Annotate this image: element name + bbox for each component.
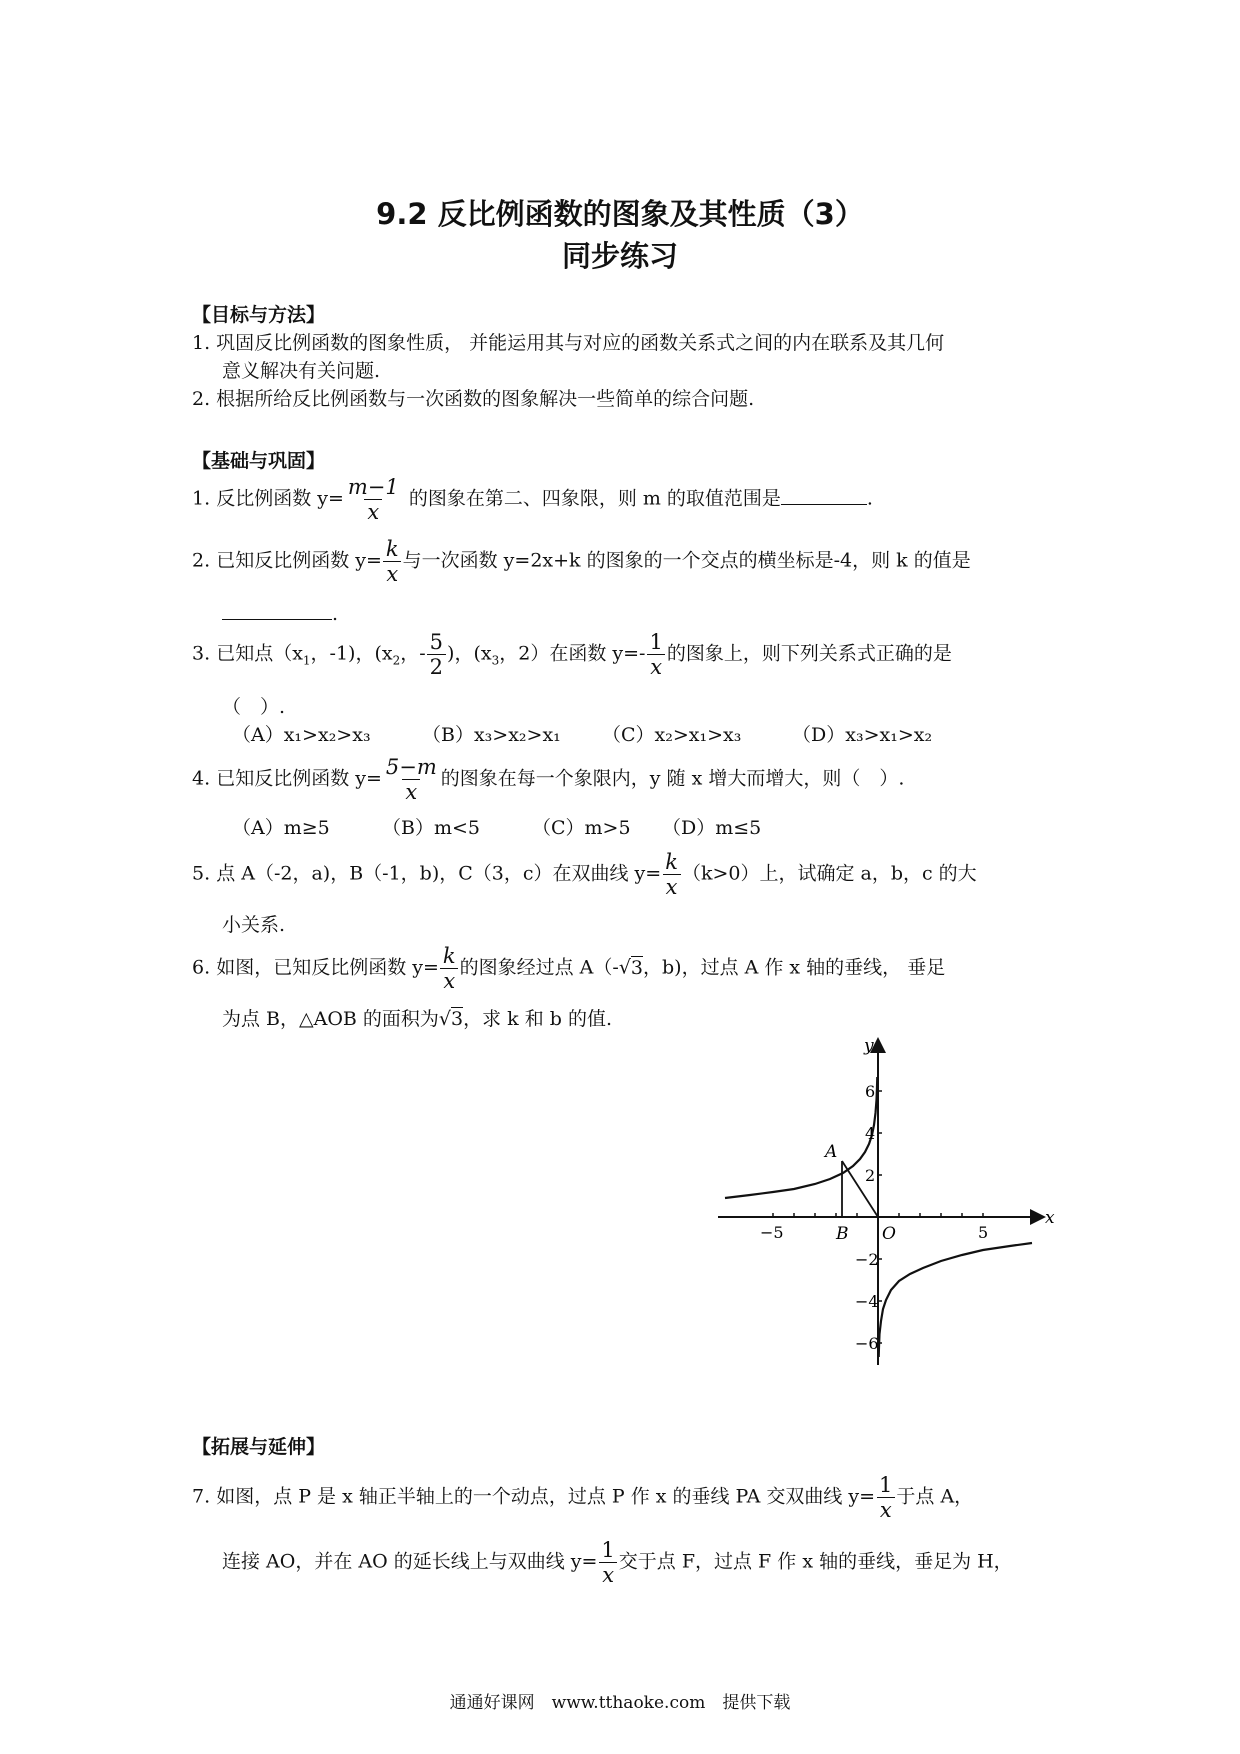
fraction-1-over-x: $\frac{1}{x}$ [646, 630, 665, 679]
section-extension-heading: 【拓展与延伸】 [192, 1436, 326, 1458]
fraction-1-over-x: $\frac{1}{x}$ [876, 1473, 895, 1522]
goal-1-continued: 意义解决有关问题. [222, 360, 381, 382]
fraction-5-minus-m-over-x: $\frac{5-m}{x}$ [385, 755, 437, 804]
question-3-number: 3. [192, 642, 211, 665]
question-2-answer-line: . [222, 601, 338, 627]
fraction-k-over-x: $\frac{k}{x}$ [383, 537, 402, 586]
question-5: 5. 点 A（-2，a)，B（-1，b)，C（3，c）在双曲线 y= $\frac{k}{x}$ （k>0）上，试确定 a，b，c 的大 [192, 850, 977, 899]
question-2 [192, 537, 971, 586]
y-axis-label: y [864, 1036, 874, 1056]
question-2-number: 2. [192, 549, 211, 572]
question-1-prefix: 反比例函数 y= [216, 487, 344, 510]
x-tick-label: 5 [978, 1223, 989, 1242]
question-2-text: 与一次函数 y=2x+k 的图象的一个交点的横坐标是-4，则 k 的值是 [402, 549, 971, 572]
question-7-continued: 连接 AO，并在 AO 的延长线上与双曲线 y= $\frac{1}{x}$ 交于点 F，过点 F 作 x 轴的垂线，垂足为 H， [222, 1538, 1013, 1587]
x-axis-label: x [1045, 1208, 1055, 1228]
goal-2-number: 2. [192, 388, 211, 410]
option-b[interactable]: （B）m<5 [382, 817, 480, 839]
question-3: 3. 已知点（$x_1$，-1)，($x_2$，- $\frac{5}{2}$ )，($x_3$，2）在函数 y=- $\frac{1}{x}$ 的图象上，则下列关系式正确的是 [192, 630, 952, 679]
question-1-text: 的图象在第二、四象限，则 m 的取值范围是 [408, 487, 781, 510]
point-b-label: B [836, 1224, 849, 1244]
y-tick-label: −2 [855, 1250, 879, 1269]
page-title: 9.2 反比例函数的图象及其性质（3） [376, 197, 864, 231]
question-4-number: 4. [192, 767, 211, 790]
question-7-number: 7. [192, 1485, 211, 1508]
question-1-number: 1. [192, 487, 211, 510]
section-goals-heading: 【目标与方法】 [192, 304, 326, 326]
hyperbola-graph [710, 1035, 1060, 1370]
option-d[interactable]: （D）x₃>x₁>x₂ [792, 724, 933, 746]
option-d[interactable]: （D）m≤5 [662, 817, 762, 839]
question-7: 7. 如图，点 P 是 x 轴正半轴上的一个动点，过点 P 作 x 的垂线 PA 交双曲线 y= $\frac{1}{x}$ 于点 A， [192, 1473, 974, 1522]
question-1: 1. 反比例函数 y= $\frac{m-1}{x}$ 的图象在第二、四象限，则 m 的取值范围是 . [192, 475, 873, 524]
option-a[interactable]: （A）x₁>x₂>x₃ [232, 724, 371, 746]
fraction-k-over-x: $\frac{k}{x}$ [662, 850, 681, 899]
goal-1-number: 1. [192, 332, 211, 354]
question-5-continued: 小关系. [222, 914, 286, 936]
question-2-prefix: 已知反比例函数 y= [216, 549, 382, 572]
question-6-number: 6. [192, 956, 211, 979]
x-tick-label: −5 [760, 1223, 784, 1242]
fraction-5-over-2: $\frac{5}{2}$ [427, 630, 446, 679]
fraction-1-over-x: $\frac{1}{x}$ [598, 1538, 617, 1587]
goal-1-text: 巩固反比例函数的图象性质， 并能运用其与对应的函数关系式之间的内在联系及其几何 [216, 332, 945, 354]
question-5-number: 5. [192, 862, 211, 885]
goal-2 [192, 386, 754, 412]
question-4: 4. 已知反比例函数 y= $\frac{5-m}{x}$ 的图象在每一个象限内，y 随 x 增大而增大，则（ ）. [192, 755, 905, 804]
footer-credit: 通通好课网 www.tthaoke.com 提供下载 [449, 1693, 791, 1713]
sqrt-3: √3 [618, 956, 644, 979]
y-tick-label: 6 [865, 1082, 876, 1101]
sqrt-3: √3 [438, 1008, 464, 1030]
answer-blank [781, 486, 867, 505]
origin-label: O [882, 1224, 896, 1244]
goal-2-text: 根据所给反比例函数与一次函数的图象解决一些简单的综合问题. [216, 388, 755, 410]
option-a[interactable]: （A）m≥5 [232, 817, 330, 839]
page-subtitle: 同步练习 [561, 239, 678, 273]
question-3-paren: （ ）. [222, 696, 286, 718]
y-tick-label: −4 [855, 1292, 879, 1311]
y-tick-label: −6 [855, 1334, 879, 1353]
y-tick-label: 2 [865, 1166, 876, 1185]
option-c[interactable]: （C）x₂>x₁>x₃ [602, 724, 742, 746]
curve-branch-fourth-quadrant [879, 1243, 1032, 1357]
y-tick-label: 4 [865, 1124, 876, 1143]
option-b[interactable]: （B）x₃>x₂>x₁ [422, 724, 561, 746]
fraction-m-minus-1-over-x: $\frac{m-1}{x}$ [347, 475, 399, 524]
option-c[interactable]: （C）m>5 [532, 817, 631, 839]
goal-1 [192, 330, 944, 356]
section-basics-heading: 【基础与巩固】 [192, 450, 326, 472]
answer-blank [222, 601, 332, 620]
point-a-label: A [825, 1142, 838, 1162]
question-6-continued: 为点 B，△AOB 的面积为√3，求 k 和 b 的值. [222, 1008, 612, 1030]
fraction-k-over-x: $\frac{k}{x}$ [440, 944, 459, 993]
question-6: 6. 如图，已知反比例函数 y= $\frac{k}{x}$ 的图象经过点 A（-√3，b)，过点 A 作 x 轴的垂线， 垂足 [192, 944, 946, 993]
